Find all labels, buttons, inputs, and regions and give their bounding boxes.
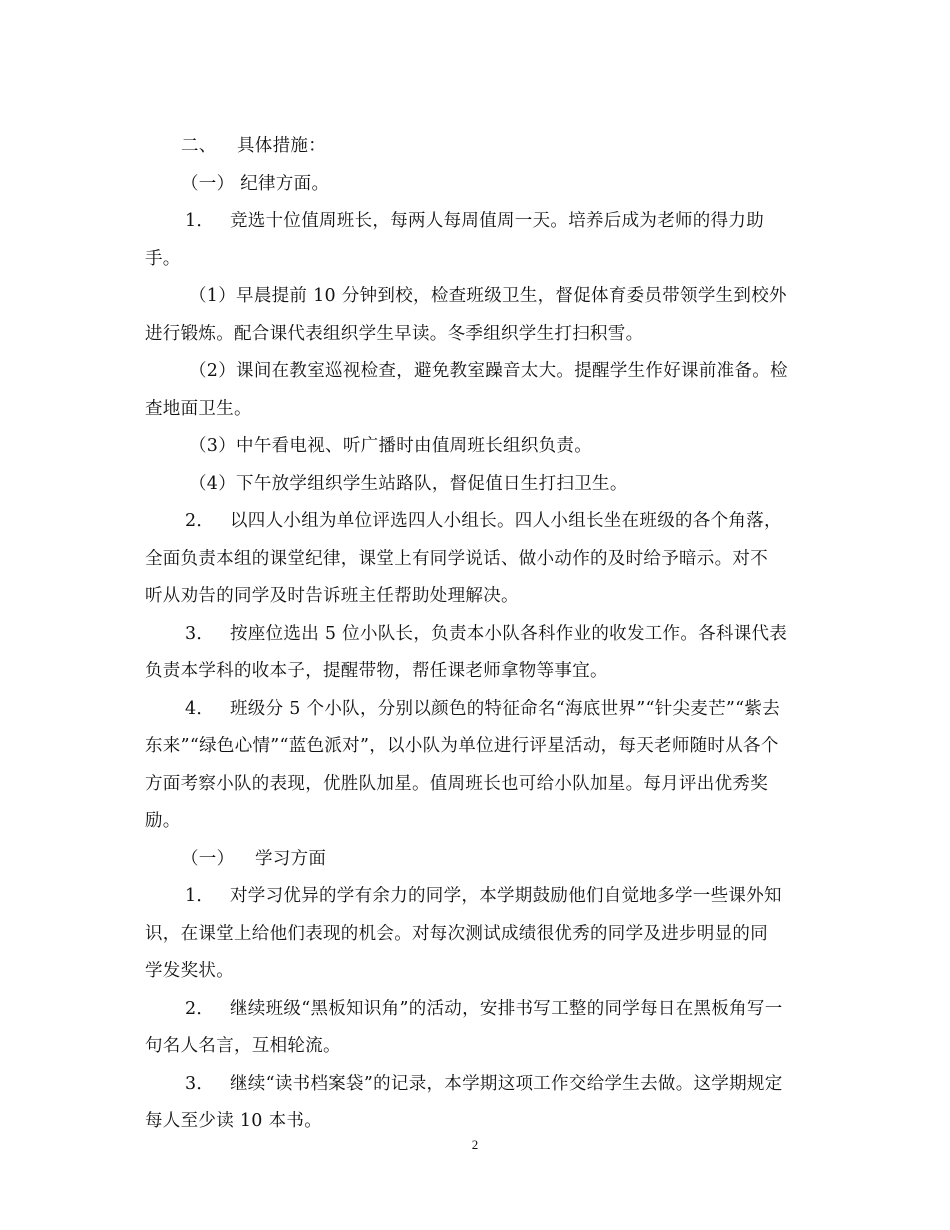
paragraph-line: 每人至少读 10 本书。 [145, 1111, 322, 1131]
paragraph-line: 全面负责本组的课堂纪律，课堂上有同学说话、做小动作的及时给予暗示。对不 [145, 548, 768, 569]
item-number: 2． [185, 511, 215, 531]
paragraph-line: 手。 [145, 248, 181, 269]
subsection-heading-study [145, 841, 805, 879]
paragraph-text: 班级分 5 个小队，分别以颜色的特征命名“海底世界”“针尖麦芒”“紫去 [230, 698, 780, 719]
paragraph-line: 听从劝告的同学及时告诉班主任帮助处理解决。 [145, 586, 519, 606]
paragraph-line: 句名人名言，互相轮流。 [145, 1036, 341, 1056]
paragraph-line: 负责本学科的收本子，提醒带物，帮任课老师拿物等事宜。 [145, 661, 608, 681]
paragraph-line: 学发奖状。 [145, 961, 234, 981]
subsection-number: （一） [181, 848, 235, 869]
paragraph-line: 东来”“绿色心情”“蓝色派对”，以小队为单位进行评星活动，每天老师随时从各个 [145, 736, 779, 756]
paragraph-text: 以四人小组为单位评选四人小组长。四人小组长坐在班级的各个角落， [230, 511, 782, 531]
paragraph-line: （2）课间在教室巡视检查，避免教室躁音太大。提醒学生作好课前准备。检 [189, 361, 788, 381]
paragraph-text: 对学习优异的学有余力的同学，本学期鼓励他们自觉地多学一些课外知 [230, 886, 782, 906]
paragraph-text: 继续“读书档案袋”的记录，本学期这项工作交给学生去做。这学期规定 [230, 1073, 783, 1094]
paragraph-text: 继续班级“黑板知识角”的活动，安排书写工整的同学每日在黑板角写一 [230, 998, 783, 1019]
paragraph-line [145, 878, 805, 916]
paragraph-line: 进行锻炼。配合课代表组织学生早读。冬季组织学生打扫积雪。 [145, 323, 644, 344]
section-title: 具体措施： [237, 136, 326, 156]
page-number: 2 [471, 1137, 479, 1152]
paragraph-text: 竞选十位值周班长，每两人每周值周一天。培养后成为老师的得力助 [230, 211, 764, 231]
paragraph-line [145, 1066, 805, 1104]
paragraph-line [145, 616, 805, 654]
item-number: 2． [185, 998, 215, 1019]
subsection-heading-discipline: （一） 纪律方面。 [181, 173, 330, 194]
paragraph-line [145, 991, 805, 1029]
paragraph-line: 方面考察小队的表现，优胜队加星。值周班长也可给小队加星。每月评出优秀奖 [145, 773, 768, 794]
paragraph-line: （3）中午看电视、听广播时由值周班长组织负责。 [189, 436, 593, 456]
item-number: 3． [185, 1073, 215, 1094]
document-body [145, 128, 805, 1141]
paragraph-line [145, 503, 805, 541]
item-number: 4． [185, 698, 215, 719]
item-number: 1． [185, 886, 215, 906]
section-heading [145, 128, 805, 166]
paragraph-line: 查地面卫生。 [145, 398, 252, 419]
paragraph-line: 识，在课堂上给他们表现的机会。对每次测试成绩很优秀的同学及进步明显的同 [145, 923, 768, 944]
paragraph-text: 按座位选出 5 位小队长，负责本小队各科作业的收发工作。各科课代表 [230, 623, 788, 644]
item-number: 3． [185, 623, 215, 644]
paragraph-line: 励。 [145, 811, 181, 831]
subsection-title: 学习方面 [255, 848, 327, 869]
paragraph-line [145, 691, 805, 729]
paragraph-line: （4）下午放学组织学生站路队，督促值日生打扫卫生。 [189, 473, 628, 494]
paragraph-line: （1）早晨提前 10 分钟到校，检查班级卫生，督促体育委员带领学生到校外 [189, 286, 787, 306]
item-number: 1． [185, 211, 215, 231]
section-number: 二、 [181, 136, 217, 156]
paragraph-line [145, 203, 805, 241]
